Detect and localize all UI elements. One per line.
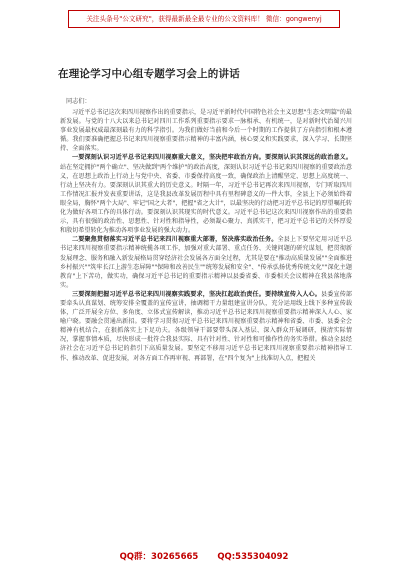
paragraph-lead: 三要深刻把握习近平总书记来四川视察实践要求，坚决扛起政治责任。要持续宣传入人心。 [72, 290, 322, 298]
top-promo-banner: 关注头条号"公文研究"，获得最新最全最专业的公文资料库！ 微信：gongwenyj [68, 10, 340, 28]
paragraph-2 [60, 153, 352, 235]
paragraph-text: 县委宣传部要牵头认真谋划、统筹安排全覆盖的宣传宣讲，抽调精干力量组建宣讲分队，充分运用线上线下多种宣传载体，广泛开展全方位、多角度、立体式宣传解读，推动习近平总书记来四川视察重要指示精神深入人心、家喻户晓。要融会贯通出新招。要将学习贯彻习近平总书记来四川视察重要指示精神和省委、市委、县委全会精神有机结合，在狠抓落实上下足功夫。各级领导干部要带头深入基层、深入群众开展调研，摸清实际情况，掌握事情本质，尽快形成一批符合我县实际、具有针对性、针对性和可操作性的务实举措。推动全县经济社会在习近平总书记的指引下高质量发展。要坚定不移用习近平总书记来四川视察重要指示精神指导工作、推动改革、促进发展，对各方面工作再审视、再部署，在"四个复为"上找准切入点，把握关 [60, 290, 352, 362]
paragraph-1 [60, 108, 352, 153]
paragraph-text: 习近平总书记这次来四川视察作出的重要指示，是习近平新时代中国特色社会主义思想"生态文明篇"的最新发展。与党的十八大以来总书记对四川工作系列重要指示要求一脉相承、有机统一，是对新时代治蜀兴川事业发展最权威最深刻最有力的科学指引。为我们做好当前和今后一个时期的工作提供了方向指引和根本遵循。我们要准确把握总书记来四川视察重要指示精神的丰富内涵，核心要义和实践要求，深入学习、长期坚持、全面落实。 [60, 109, 352, 153]
qq-group-number: QQ群：30265665 [119, 552, 199, 562]
paragraph-lead: 一要深刻认识习近平总书记来四川视察重大意义，坚决把牢政治方向。要深刻认识其深远的政治意义。 [72, 154, 352, 162]
bottom-contact-banner [0, 548, 408, 566]
document-body [60, 108, 352, 548]
greeting: 同志们： [66, 98, 91, 105]
paragraph-4 [60, 290, 352, 363]
paragraph-lead: 二要聚焦贯彻落实习近平总书记来四川视察重大部署，坚决落实政治任务。 [72, 236, 278, 244]
paragraph-3 [60, 235, 352, 290]
paragraph-text: 全县上下要坚定用习近平总书记来四川视察重要指示精神统揽各项工作，加强对重大部署、重点任务、关键问题的研究谋划，把贯彻新发展理念、服务和融入新发展格局贯穿经济社会发展各方面全过程，尤其是要在"推动高质量发展""全面推进乡村振兴""筑牢长江上游生态屏障""保障和改善民生""统筹发展和安全"、"传承弘扬优秀传统文化""深化主题教育"上下苦功，做实功，确保习近平总书记的重要指示精神以县委省委、市委相关会议精神在我县落地落实。 [60, 236, 352, 289]
qq-number: QQ:535304092 [217, 552, 289, 562]
document-title: 在理论学习中心组专题学习会上的讲话 [58, 68, 240, 80]
paragraph-text: 站在坚定拥护"两个确立"、坚决做到"两个维护"的政治高度，深刻认识习近平总书记来四川视察的重要政治意义，在思想上政治上行动上与党中央、省委、市委保持高度一致，确保政治上清醒坚定、思想上高度统一、行动上坚决有力。要深刻认识其重大的历史意义。时隔一年，习近平总书记再次来四川视察，专门听取四川工作情况汇报并发表重要讲话，这是我县改革发展历程中具有里程碑意义的一件大事，全县上下必须始终着眼全局，胸怀"两个大局"、牢记"国之大者"，把握"省之大计"，以最坚决的行动把习近平总书记的厚望嘱托转化为做好各项工作的具体行动。要深刻认识其现实的时代意义。习近平总书记这次来四川视察作出的重要指示，具有很强的政治性、思想性、针对性和指导性，必须凝心聚力、真抓实干，把习近平总书记的关怀厚爱和殷切希望转化为推动各项事业发展的强大动力。 [60, 163, 352, 235]
